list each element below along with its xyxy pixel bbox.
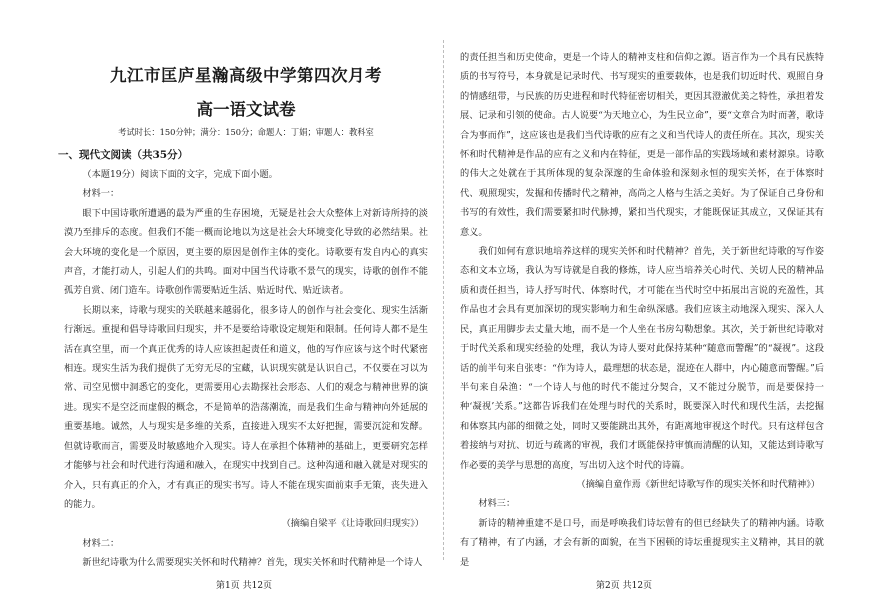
material3-paragraph-1: 新诗的精神重建不是口号，而是呼唤我们诗坛曾有的但已经缺失了的精神内涵。诗歌有了精神，有了内涵，才会有新的面貌，在当下困顿的诗坛重提现实主义精神，其目的就是 [460,517,824,568]
material2-source: （摘编自童作焉《新世纪诗歌写作的现实关怀和时代精神》） [576,478,820,490]
page-divider [443,40,444,560]
material1-label: 材料一： [82,188,120,200]
material1-source: （摘编自梁平《让诗歌回归现实》） [281,518,424,530]
material2-label: 材料二： [82,537,120,549]
right-page [460,48,824,572]
exam-title: 高一语文试卷 [196,100,296,119]
material2-paragraph-1-start: 新世纪诗歌为什么需要现实关怀和时代精神？首先，现实关怀和时代精神是一个诗人 [82,557,423,569]
page-number-right: 第2页 共12页 [596,581,653,591]
left-page [58,50,428,573]
page-number-left: 第1页 共12页 [216,581,273,591]
material1-paragraph-1: 眼下中国诗歌所遭遇的最为严重的生存困境，无疑是社会大众整体上对新诗所持的淡漠乃至排斥的态度。但我们不能一概而论地以为这是社会大环境变化导致的必然结果。社会大环境的变化是一个原因，更主要的原因是创作主体的变化。诗歌要有发自内心的真实声音，才能打动人，引起人们的共鸣。面对中国当代诗歌不景气的现实，诗歌的创作不能孤芳自赏、闭门造车。诗歌创作需要贴近生活、贴近时代、贴近读者。 [64,207,428,297]
material1-paragraph-2: 长期以来，诗歌与现实的关联越来越弱化，很多诗人的创作与社会变化、现实生活渐行渐远。重提和倡导诗歌回归现实，并不是要给诗歌设定规矩和限制。任何诗人都不是生活在真空里，而一个真正优秀的诗人应该担起责任和道义，他的写作应该与这个时代紧密相连。现实生活为我们提供了无穷无尽的宝藏，认识现实就是认识自己，不仅要在习以为常、司空见惯中洞悉它的变化，更需要用心去勘探社会形态、人们的观念与精神世界的演进。现实不是空泛而虚假的概念，不是简单的浩荡潮流，而是我们生命与精神向外延展的重要基地。诚然，人与现实是多维的关系，直接进入现实不太好把握，需要沉淀和发酵。但就诗歌而言，需要及时敏感地介入现实。诗人在承担个体精神的基础上，更要研究怎样才能够与社会和时代进行沟通和融入，在现实中找到自己。这种沟通和融入就是对现实的介入，只有真正的介入，才有真正的现实书写。诗人不能在现实面前束手无策，丧失进入的能力。 [64,304,428,510]
material2-paragraph-1-cont: 的责任担当和历史使命，更是一个诗人的精神支柱和信仰之源。语言作为一个具有民族特质的书写符号，本身就是记录时代、书写现实的重要载体，也是我们切近时代、观照自身的情感纽带，与民族的历史进程和时代特征密切相关，更因其澄澈优美之特性，承担着发展、记录和引领的使命。古人说要“为天地立心，为生民立命”，要“文章合为时而著，歌诗合为事而作”，这应该也是我们当代诗歌的应有之义和当代诗人的责任所在。其次，现实关怀和时代精神是作品的应有之义和内在特征，更是一部作品的实践场域和素材源泉。诗歌的伟大之处就在于其所体现的复杂深邃的生命体验和深刻永恒的现实关怀，在于体察时代、观照现实，发掘和传播时代之精神，高尚之人格与生活之美好。为了保证自己身份和书写的有效性，我们需要紧扣时代脉搏，紧扣当代现实，才能既保证其成立，又保证其有意义。 [460,52,824,238]
instructions: （本题19分）阅读下面的文字，完成下面小题。 [82,169,278,180]
material3-label: 材料三： [478,498,516,510]
section-heading: 一、现代文阅读（共35分） [58,149,189,161]
exam-info: 考试时长：150分钟；满分：150分；命题人：丁娟；审题人：教科室 [118,127,374,137]
school-title: 九江市匡庐星瀚高级中学第四次月考 [110,66,382,85]
material2-paragraph-2: 我们如何有意识地培养这样的现实关怀和时代精神？首先，关于新世纪诗歌的写作姿态和文本立场，我认为写诗就是自我的修炼，诗人应当培养关心时代、关切人民的精神品质和责任担当，诗人抒写时代、体察时代，才可能在当代时空中拓展出言说的充盈性，其作品也才会具有更加深切的现实影响力和生命纵深感。我们应该主动地深入现实、深入人民，真正用脚步去丈量大地，而不是一个人坐在书房勾勒想象。其次，关于新世纪诗歌对于时代关系和现实经验的处理，我认为诗人要对此保持某种“随意而警醒”的“凝视”。这段话的前半句来自张枣：“作为诗人，最理想的状态是，混迹在人群中，内心随意而警醒。”后半句来自朵渔：“一个诗人与他的时代不能过分契合，又不能过分脱节，而是要保持一种‘凝视’关系。”这都告诉我们在处理与时代的关系时，既要深入时代和现代生活，去挖掘和体察其内部的细微之处，同时又要能跳出其外，有距离地审视这个时代。只有这样包含着接纳与对抗、切近与疏离的审视，我们才既能保持审慎而清醒的认知，又能达到诗歌写作必要的美学与思想的高度，写出切入这个时代的诗篇。 [460,246,824,471]
